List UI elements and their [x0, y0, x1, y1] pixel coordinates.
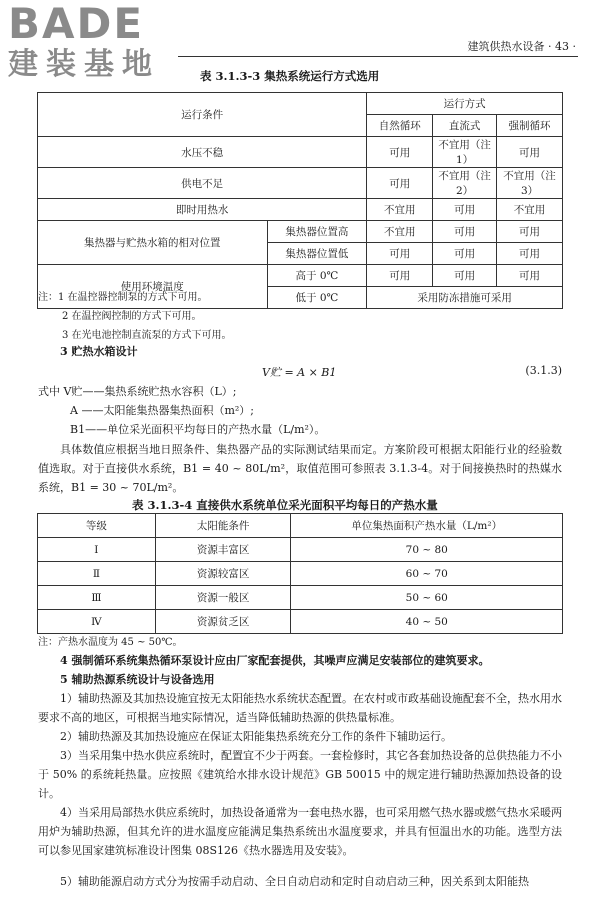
- table1-note-2: 2 在温控阀控制的方式下可用。: [62, 311, 202, 322]
- merged-cell: 采用防冻措施可采用: [367, 287, 563, 309]
- table-cell: 50 ~ 60: [291, 586, 563, 610]
- header-grade: 等级: [38, 514, 156, 538]
- table1-note-1: 注：1 在温控器控制泵的方式下可用。: [38, 292, 208, 303]
- table-cell: 可用: [367, 265, 433, 287]
- table-cell: 可用: [367, 168, 433, 199]
- table-cell: 40 ~ 50: [291, 610, 563, 634]
- table-cell: Ⅳ: [38, 610, 156, 634]
- table-cell: Ⅰ: [38, 538, 156, 562]
- table1-caption: 表 3.1.3-3 集热系统运行方式选用: [200, 69, 380, 83]
- table-cell: 可用: [433, 199, 497, 221]
- table-cell: 不宜用（注 2）: [433, 168, 497, 199]
- paragraph-5-title: 5 辅助热源系统设计与设备选用: [60, 673, 215, 686]
- cond-cell: 水压不稳: [38, 137, 367, 168]
- sub-cell: 高于 0℃: [267, 265, 367, 287]
- table-cell: 不宜用: [367, 221, 433, 243]
- table-row: [38, 586, 563, 610]
- formula: V贮 = A × B1: [262, 366, 337, 379]
- table-row: [38, 137, 563, 168]
- table-cell: 60 ~ 70: [291, 562, 563, 586]
- table-cell: 可用: [367, 243, 433, 265]
- table-cell: 不宜用: [367, 199, 433, 221]
- table-cell: 资源贫乏区: [155, 610, 291, 634]
- table-row: [38, 265, 563, 287]
- item-2: 2）辅助热源及其加热设施应在保证太阳能集热系统充分工作的条件下辅助运行。: [60, 730, 452, 743]
- table-cell: 可用: [497, 221, 563, 243]
- table1-note-3: 3 在光电池控制直流泵的方式下可用。: [62, 330, 232, 341]
- header-condition: 太阳能条件: [155, 514, 291, 538]
- table-operation-mode: [37, 92, 563, 309]
- table-cell: 可用: [367, 137, 433, 168]
- table-row: [38, 562, 563, 586]
- table-cell: 不宜用: [497, 199, 563, 221]
- item-3: 3）当采用集中热水供应系统时，配置宜不少于两套。一套检修时，其它各套加热设备的总供热能力不小于 50% 的系统耗热量。应按照《建筑给水排水设计规范》GB 50015 中的规定进行辅助热源加热设备的设计。: [38, 749, 562, 800]
- table-cell: 资源一般区: [155, 586, 291, 610]
- table-cell: Ⅱ: [38, 562, 156, 586]
- definition-2: A ——太阳能集热器集热面积（m²）;: [70, 404, 254, 417]
- header-rule: [178, 56, 578, 57]
- table-cell: 资源丰富区: [155, 538, 291, 562]
- item-5: 5）辅助能源启动方式分为按需手动启动、全日自动启动和定时自动启动三种，因关系到太阳能热: [60, 875, 529, 888]
- logo-text-cn: 建装基地: [8, 47, 160, 82]
- sub-cell: 集热器位置高: [267, 221, 367, 243]
- header-output: 单位集热面积产热水量（L/m²）: [291, 514, 563, 538]
- col-direct: 直流式: [433, 115, 497, 137]
- table-row: [38, 199, 563, 221]
- table-cell: 不宜用（注 3）: [497, 168, 563, 199]
- section-3-title: 3 贮热水箱设计: [60, 345, 138, 358]
- table-cell: 可用: [433, 221, 497, 243]
- logo-text-en: BADE: [8, 0, 145, 48]
- running-header: 建筑供热水设备 · 43 ·: [467, 40, 576, 53]
- table-cell: 可用: [497, 243, 563, 265]
- table-row: [38, 168, 563, 199]
- table-heat-output: [37, 513, 563, 634]
- item-4: 4）当采用局部热水供应系统时，加热设备通常为一套电热水器，也可采用燃气热水器或燃气热水采暖两用炉为辅助热源，但其允许的进水温度应能满足集热系统出水温度要求，并具有恒温出水的功能。选型方法可以参见国家建筑标准设计图集 08S126《热水器选用及安装》。: [38, 806, 562, 857]
- formula-number: (3.1.3): [525, 364, 562, 377]
- table-cell: 可用: [497, 137, 563, 168]
- table-cell: 可用: [433, 243, 497, 265]
- paragraph-4: 4 强制循环系统集热循环泵设计应由厂家配套提供，其噪声应满足安装部位的建筑要求。: [60, 654, 490, 667]
- table2-caption: 表 3.1.3-4 直接供水系统单位采光面积平均每日的产热水量: [132, 498, 438, 512]
- table-cell: 可用: [433, 265, 497, 287]
- row-header-cell: 运行条件: [38, 93, 367, 137]
- definition-3: B1——单位采光面积平均每日的产热水量（L/m²）。: [70, 423, 326, 436]
- col-forced: 强制循环: [497, 115, 563, 137]
- col-header-cell: 运行方式: [367, 93, 563, 115]
- definition-1: 式中 V贮——集热系统贮热水容积（L）;: [38, 385, 237, 398]
- table-row: [38, 610, 563, 634]
- table-cell: 70 ~ 80: [291, 538, 563, 562]
- col-natural: 自然循环: [367, 115, 433, 137]
- table2-note: 注：产热水温度为 45 ~ 50℃。: [38, 637, 183, 648]
- table-row: [38, 221, 563, 243]
- cond-cell: 即时用热水: [38, 199, 367, 221]
- section-3-paragraph: 具体数值应根据当地日照条件、集热器产品的实际测试结果而定。方案阶段可根据太阳能行业的经验数值选取。对于直接供水系统，B1 = 40 ~ 80L/m²，取值范围可参照表 3.1.3-4。对于间接换热时的热媒水系统，B1 = 30 ~ 70L/m²。: [38, 443, 562, 494]
- table-cell: Ⅲ: [38, 586, 156, 610]
- table-cell: 不宜用（注 1）: [433, 137, 497, 168]
- sub-cell: 低于 0℃: [267, 287, 367, 309]
- table-row: [38, 538, 563, 562]
- sub-cell: 集热器位置低: [267, 243, 367, 265]
- item-1: 1）辅助热源及其加热设施宜按无太阳能热水系统状态配置。在农村或市政基础设施配套不全，热水用水要求不高的地区，可根据当地实际情况，适当降低辅助热源的供热量标准。: [38, 692, 562, 724]
- cond-cell: 供电不足: [38, 168, 367, 199]
- logo: [8, 2, 178, 82]
- table-cell: 资源较富区: [155, 562, 291, 586]
- group-cell-environment: 使用环境温度: [38, 265, 268, 309]
- table-cell: 可用: [497, 265, 563, 287]
- group-cell-position: 集热器与贮热水箱的相对位置: [38, 221, 268, 265]
